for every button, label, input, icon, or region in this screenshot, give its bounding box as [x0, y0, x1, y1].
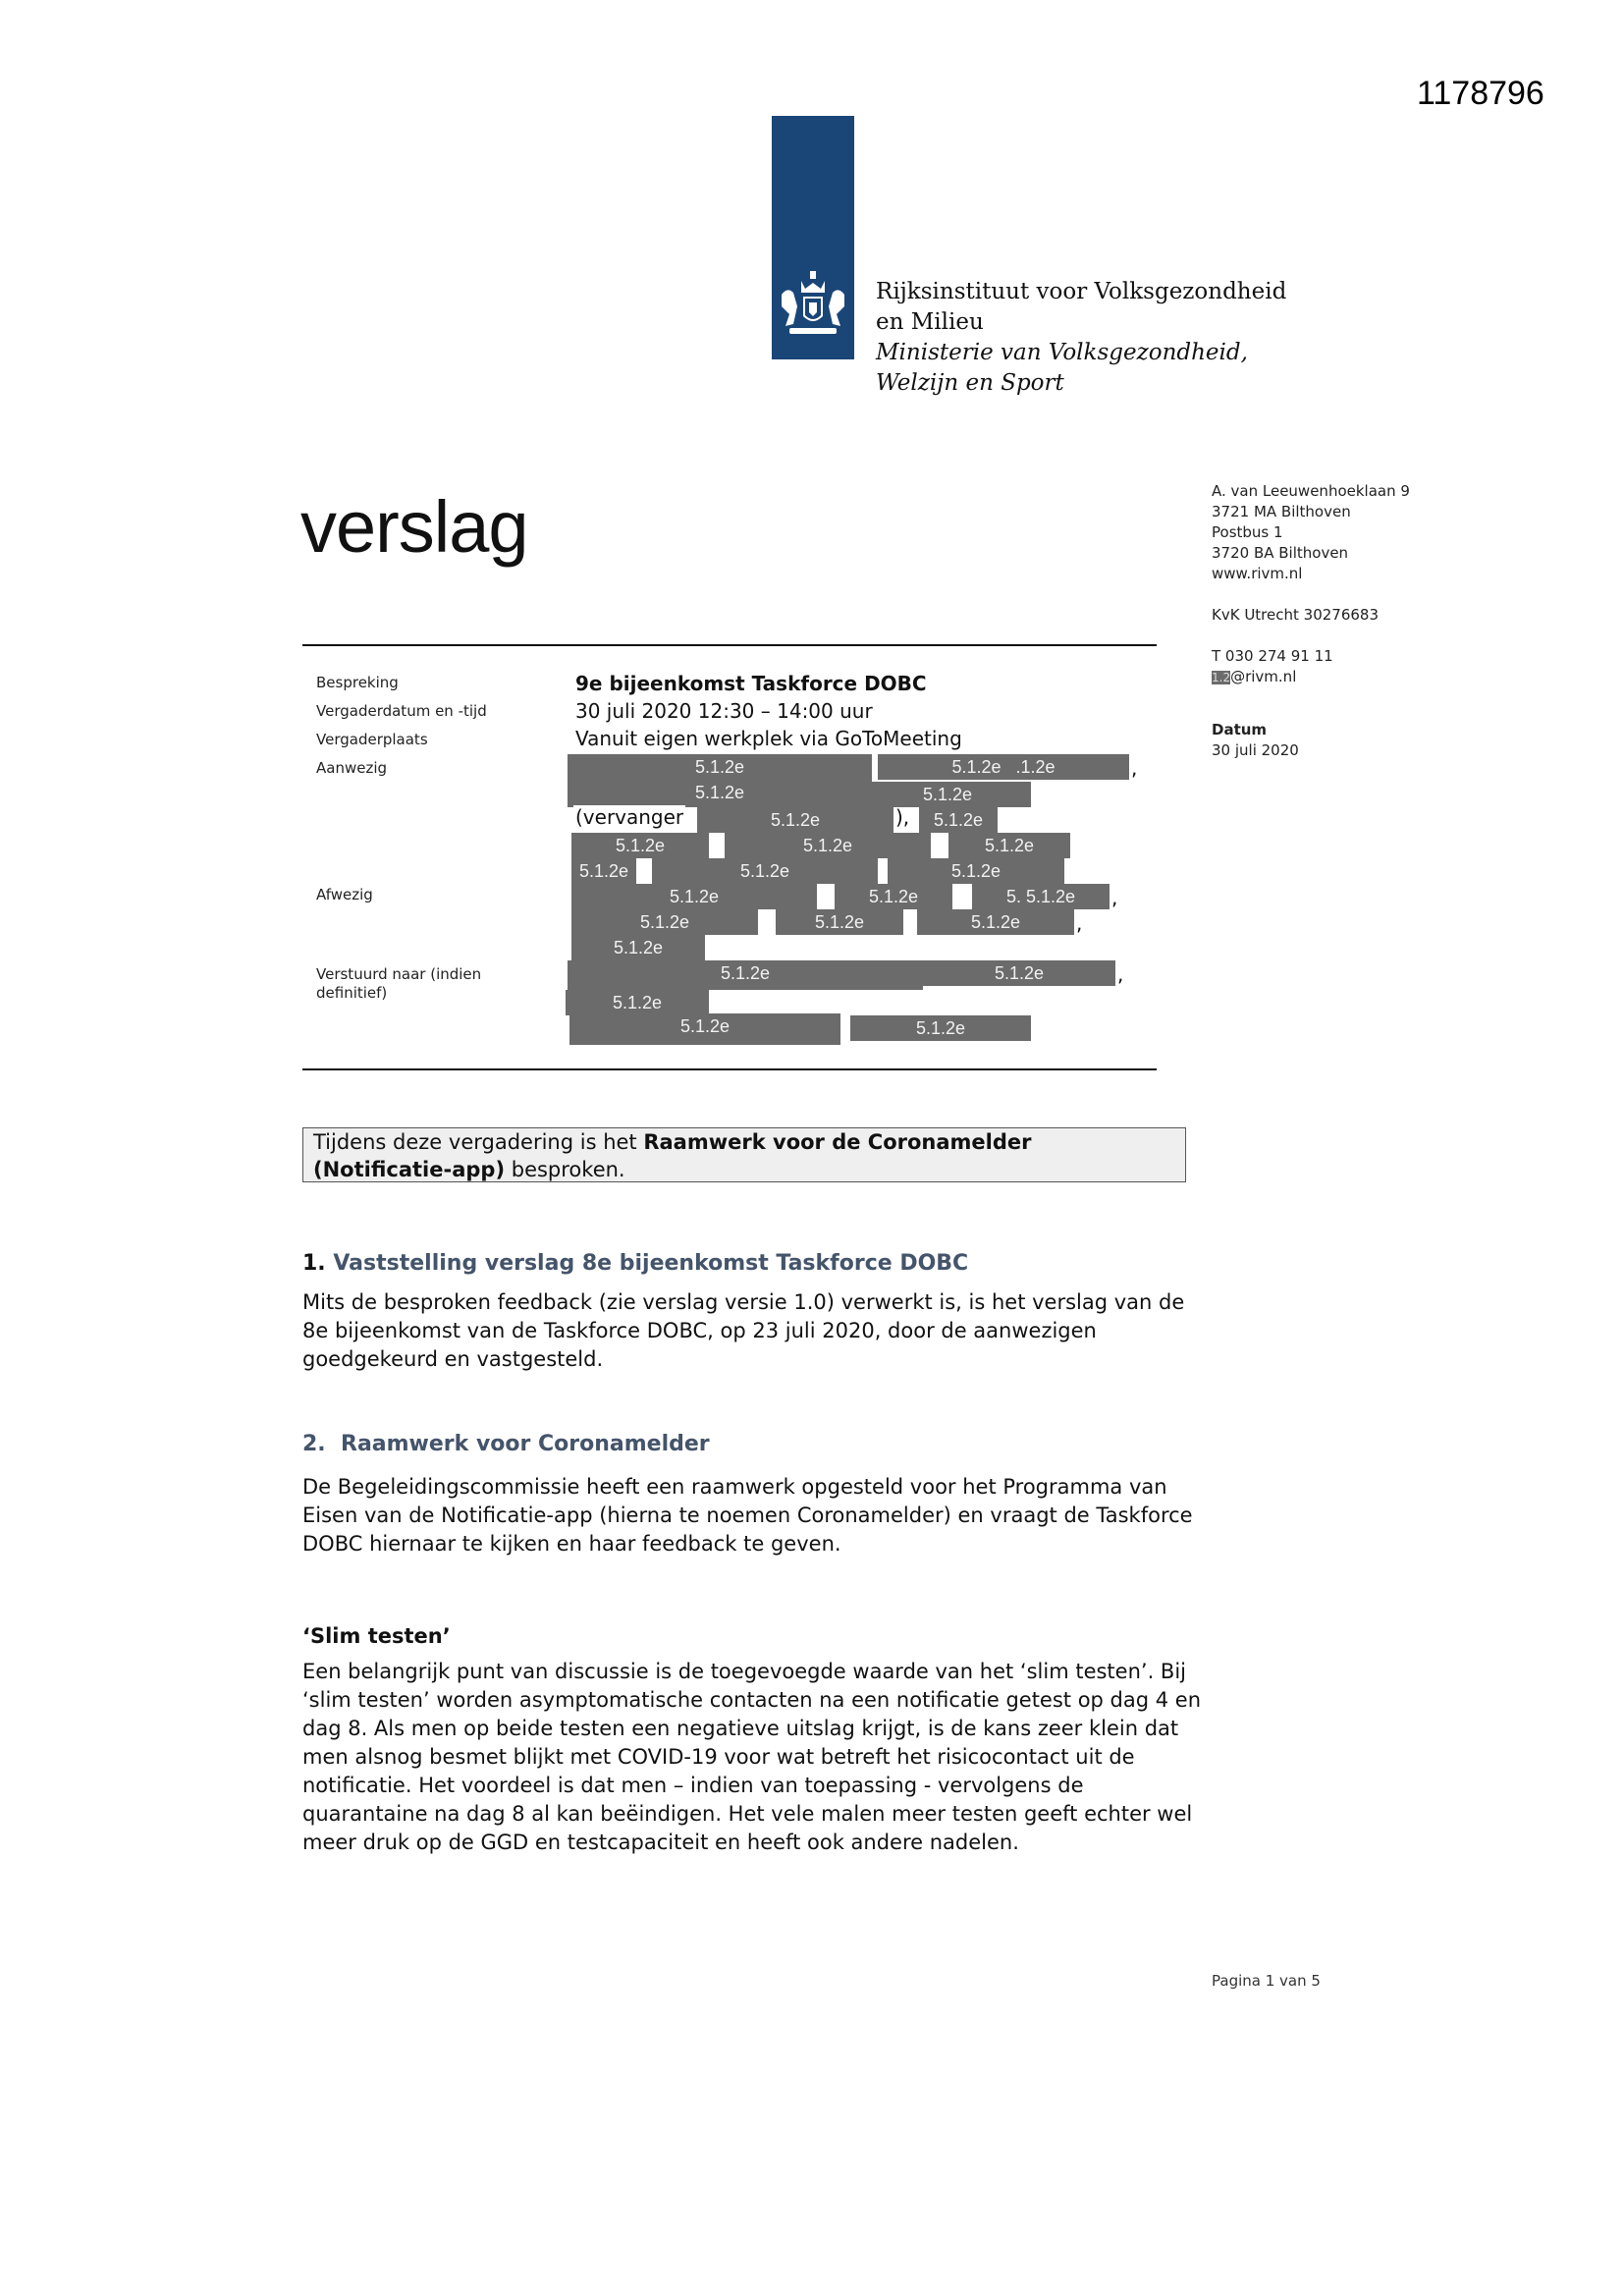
email-domain: @rivm.nl [1230, 668, 1297, 685]
email-address [1212, 667, 1410, 688]
redaction-verstuurd: 5.1.2e [568, 960, 923, 990]
redaction-verstuurd: 5.1.2e [566, 990, 709, 1015]
redaction-aanwezig: 5.1.2e [652, 858, 878, 884]
meeting-location: Vanuit eigen werkplek via GoToMeeting [575, 727, 962, 750]
address-pobox: Postbus 1 [1212, 523, 1283, 541]
separator-paren: ), [895, 805, 910, 829]
redaction-aanwezig: 5.1.2e .1.2e [878, 754, 1129, 780]
redaction-aanwezig: 5.1.2e [919, 807, 998, 833]
meeting-datetime: 30 juli 2020 12:30 – 14:00 uur [575, 699, 873, 723]
redaction-aanwezig: 5.1.2e [948, 833, 1070, 858]
redaction-afwezig: 5.1.2e [835, 884, 952, 909]
summary-prefix: Tijdens deze vergadering is het [313, 1130, 644, 1154]
redaction-aanwezig: 5.1.2e [864, 782, 1031, 807]
redaction-verstuurd: 5.1.2e [850, 1015, 1031, 1041]
separator-comma: , [1076, 911, 1083, 935]
organization-name [876, 277, 1286, 399]
address-block [1212, 481, 1410, 761]
redaction-aanwezig: 5.1.2e [725, 833, 931, 858]
label-aanwezig: Aanwezig [316, 759, 388, 777]
redaction-aanwezig: 5.1.2e [571, 833, 709, 858]
section-1-body: Mits de besproken feedback (zie verslag versie 1.0) verwerkt is, is het verslag van de 8e bijeenkomst van de Taskforce DOBC, op 23 juli 2020, door de aanwezigen goedgekeurd en vastgesteld. [302, 1290, 1185, 1371]
separator-comma: , [1117, 962, 1124, 986]
org-line-2: en Milieu [876, 309, 984, 335]
label-datum: Vergaderdatum en -tijd [316, 702, 487, 720]
redaction-afwezig: 5.1.2e [917, 909, 1074, 935]
label-verstuurd: Verstuurd naar (indien [316, 965, 482, 983]
divider-top [302, 644, 1157, 646]
website-link[interactable]: www.rivm.nl [1212, 565, 1303, 582]
separator-comma: , [1111, 886, 1118, 909]
address-postal: 3721 MA Bilthoven [1212, 503, 1351, 520]
divider-bottom [302, 1068, 1157, 1070]
summary-suffix: besproken. [505, 1158, 625, 1181]
section-title: Raamwerk voor Coronamelder [341, 1432, 710, 1456]
summary-topic: Raamwerk voor de Coronamelder (Notificatie-app) [313, 1130, 1032, 1181]
label-verstuurd-2: definitief) [316, 984, 388, 1002]
redaction-afwezig: 5. 5.1.2e [972, 884, 1110, 909]
section-title: Vaststelling verslag 8e bijeenkomst Taskforce DOBC [333, 1251, 969, 1276]
redaction-aanwezig: 5.1.2e 5.1.2e [568, 754, 872, 807]
label-afwezig: Afwezig [316, 886, 373, 903]
meeting-summary-box [302, 1127, 1186, 1182]
redaction-verstuurd: 5.1.2e [569, 1013, 840, 1045]
section-2-heading [302, 1432, 710, 1456]
section-2-body: De Begeleidingscommissie heeft een raamwerk opgesteld voor het Programma van Eisen van de Notificatie-app (hierna te noemen Coronamelder) en vraagt de Taskforce DOBC hiernaar te kijken en haar feedback te geven. [302, 1475, 1193, 1556]
redaction-aanwezig: 5.1.2e [571, 858, 636, 884]
phone-number: T 030 274 91 11 [1212, 647, 1333, 665]
date-value: 30 juli 2020 [1212, 741, 1299, 759]
document-type-title: verslag [300, 486, 528, 568]
redaction-afwezig: 5.1.2e [571, 935, 705, 960]
slim-testen-body: Een belangrijk punt van discussie is de toegevoegde waarde van het ‘slim testen’. Bij ‘slim testen’ worden asymptomatische contacten na een notificatie getest op dag 4 en dag 8. Als men op beide testen een negatieve uitslag krijgt, is de kans zeer klein dat men alsnog besmet blijkt met COVID-19 voor wat betreft het risicocontact uit de notificatie. Het voordeel is dat men – indien van toepassing - vervolgens de quarantaine na dag 8 al kan beëindigen. Het vele malen meer testen geeft echter wel meer druk op de GGD en testcapaciteit en heeft ook andere nadelen. [302, 1660, 1202, 1854]
redaction-afwezig: 5.1.2e [571, 884, 817, 909]
vervanger-label: (vervanger [575, 805, 684, 829]
org-line-1: Rijksinstituut voor Volksgezondheid [876, 279, 1287, 304]
meeting-title: 9e bijeenkomst Taskforce DOBC [575, 672, 927, 695]
section-number: 1. [302, 1251, 326, 1276]
kvk-number: KvK Utrecht 30276683 [1212, 606, 1379, 624]
redaction-verstuurd: 5.1.2e [923, 960, 1115, 986]
redaction-aanwezig: 5.1.2e [888, 858, 1064, 884]
separator-comma: , [1131, 756, 1138, 780]
email-redaction: 1.2 [1212, 671, 1231, 684]
redaction-afwezig: 5.1.2e [776, 909, 903, 935]
ministry-line-2: Welzijn en Sport [876, 370, 1064, 396]
address-postal-pobox: 3720 BA Bilthoven [1212, 544, 1349, 562]
section-1-heading [302, 1251, 968, 1276]
date-label: Datum [1212, 721, 1268, 738]
label-bespreking: Bespreking [316, 674, 399, 691]
address-street: A. van Leeuwenhoeklaan 9 [1212, 482, 1410, 500]
document-number: 1178796 [1417, 75, 1544, 112]
label-plaats: Vergaderplaats [316, 731, 428, 748]
subheading-slim-testen: ‘Slim testen’ [302, 1624, 451, 1648]
redaction-afwezig: 5.1.2e [571, 909, 758, 935]
coat-of-arms-icon [776, 267, 850, 346]
page-number: Pagina 1 van 5 [1212, 1972, 1321, 1990]
ministry-line-1: Ministerie van Volksgezondheid, [876, 340, 1248, 365]
redaction-aanwezig: 5.1.2e [697, 807, 893, 833]
section-number: 2. [302, 1432, 326, 1456]
